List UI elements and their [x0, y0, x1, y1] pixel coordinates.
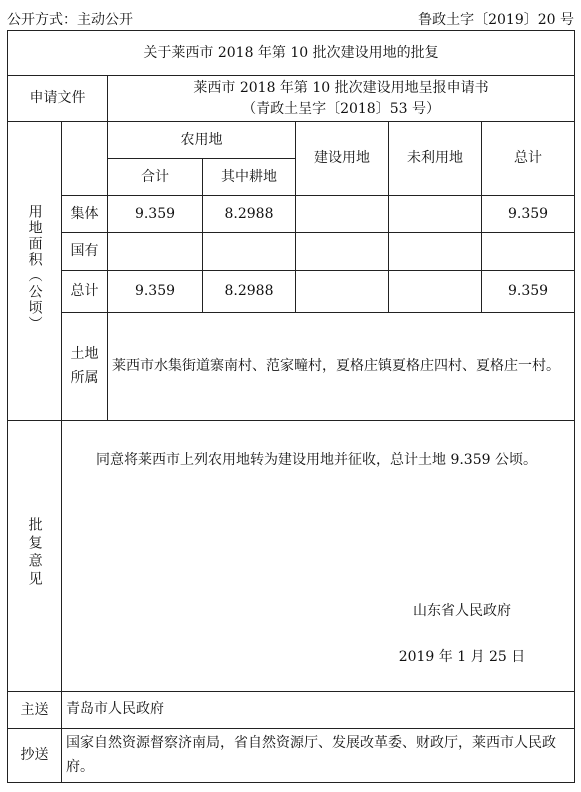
- cell-subtotal: 9.359: [108, 196, 203, 233]
- cell-total: 9.359: [482, 196, 575, 233]
- owner-label-cell: [62, 313, 108, 421]
- cc-value: 国家自然资源督察济南局，省自然资源厅、发展改革委、财政厅，莱西市人民政府。: [62, 729, 575, 783]
- cell-construction: [296, 233, 389, 271]
- table-row: [8, 233, 575, 271]
- send-to-label: 主送: [8, 692, 62, 729]
- application-line-1: 莱西市 2018 年第 10 批次建设用地呈报申请书: [193, 80, 489, 97]
- send-to-value: 青岛市人民政府: [62, 692, 575, 729]
- header-construction: 建设用地: [296, 122, 389, 196]
- area-label-cell: [8, 122, 62, 421]
- application-documents: [108, 76, 575, 122]
- cell-arable: 8.2988: [203, 196, 296, 233]
- header-subtotal: 合计: [108, 159, 203, 196]
- document-title: 关于莱西市 2018 年第 10 批次建设用地的批复: [8, 31, 575, 76]
- cell-unused: [389, 233, 482, 271]
- cell-arable: [203, 233, 296, 271]
- opinion-label-cell: [8, 421, 62, 692]
- opinion-label: 批复意见: [26, 516, 43, 589]
- signing-authority: 山东省人民政府: [413, 603, 511, 619]
- header-unused: 未利用地: [389, 122, 482, 196]
- land-owner: 莱西市水集街道寨南村、范家疃村，夏格庄镇夏格庄四村、夏格庄一村。: [108, 313, 575, 421]
- opinion-text: 同意将莱西市上列农用地转为建设用地并征收，总计土地 9.359 公顷。: [96, 452, 537, 468]
- application-line-2: （青政土呈字〔2018〕53 号）: [242, 100, 440, 117]
- table-row: [8, 196, 575, 233]
- header-blank: [62, 122, 108, 196]
- cell-total: 9.359: [482, 271, 575, 313]
- signing-date: 2019 年 1 月 25 日: [398, 649, 526, 665]
- approval-form: [7, 30, 575, 783]
- header-farmland: 农用地: [108, 122, 296, 159]
- document-header: [7, 8, 574, 30]
- cc-label: 抄送: [8, 729, 62, 783]
- table-row: [8, 271, 575, 313]
- document-number: 鲁政土字〔2019〕20 号: [418, 12, 574, 28]
- owner-label: 土地所属: [70, 346, 99, 386]
- cell-unused: [389, 196, 482, 233]
- application-label: 申请文件: [8, 76, 108, 122]
- row-label: 集体: [62, 196, 108, 233]
- row-label: 总计: [62, 271, 108, 313]
- cell-arable: 8.2988: [203, 271, 296, 313]
- cell-construction: [296, 271, 389, 313]
- cell-total: [482, 233, 575, 271]
- cell-subtotal: [108, 233, 203, 271]
- cell-construction: [296, 196, 389, 233]
- cell-subtotal: 9.359: [108, 271, 203, 313]
- header-total: 总计: [482, 122, 575, 196]
- header-arable: 其中耕地: [203, 159, 296, 196]
- cell-unused: [389, 271, 482, 313]
- opinion-content: [62, 421, 575, 692]
- disclosure-method: 公开方式：主动公开: [7, 12, 133, 28]
- row-label: 国有: [62, 233, 108, 271]
- area-label: 用地面积（公顷）: [26, 203, 43, 332]
